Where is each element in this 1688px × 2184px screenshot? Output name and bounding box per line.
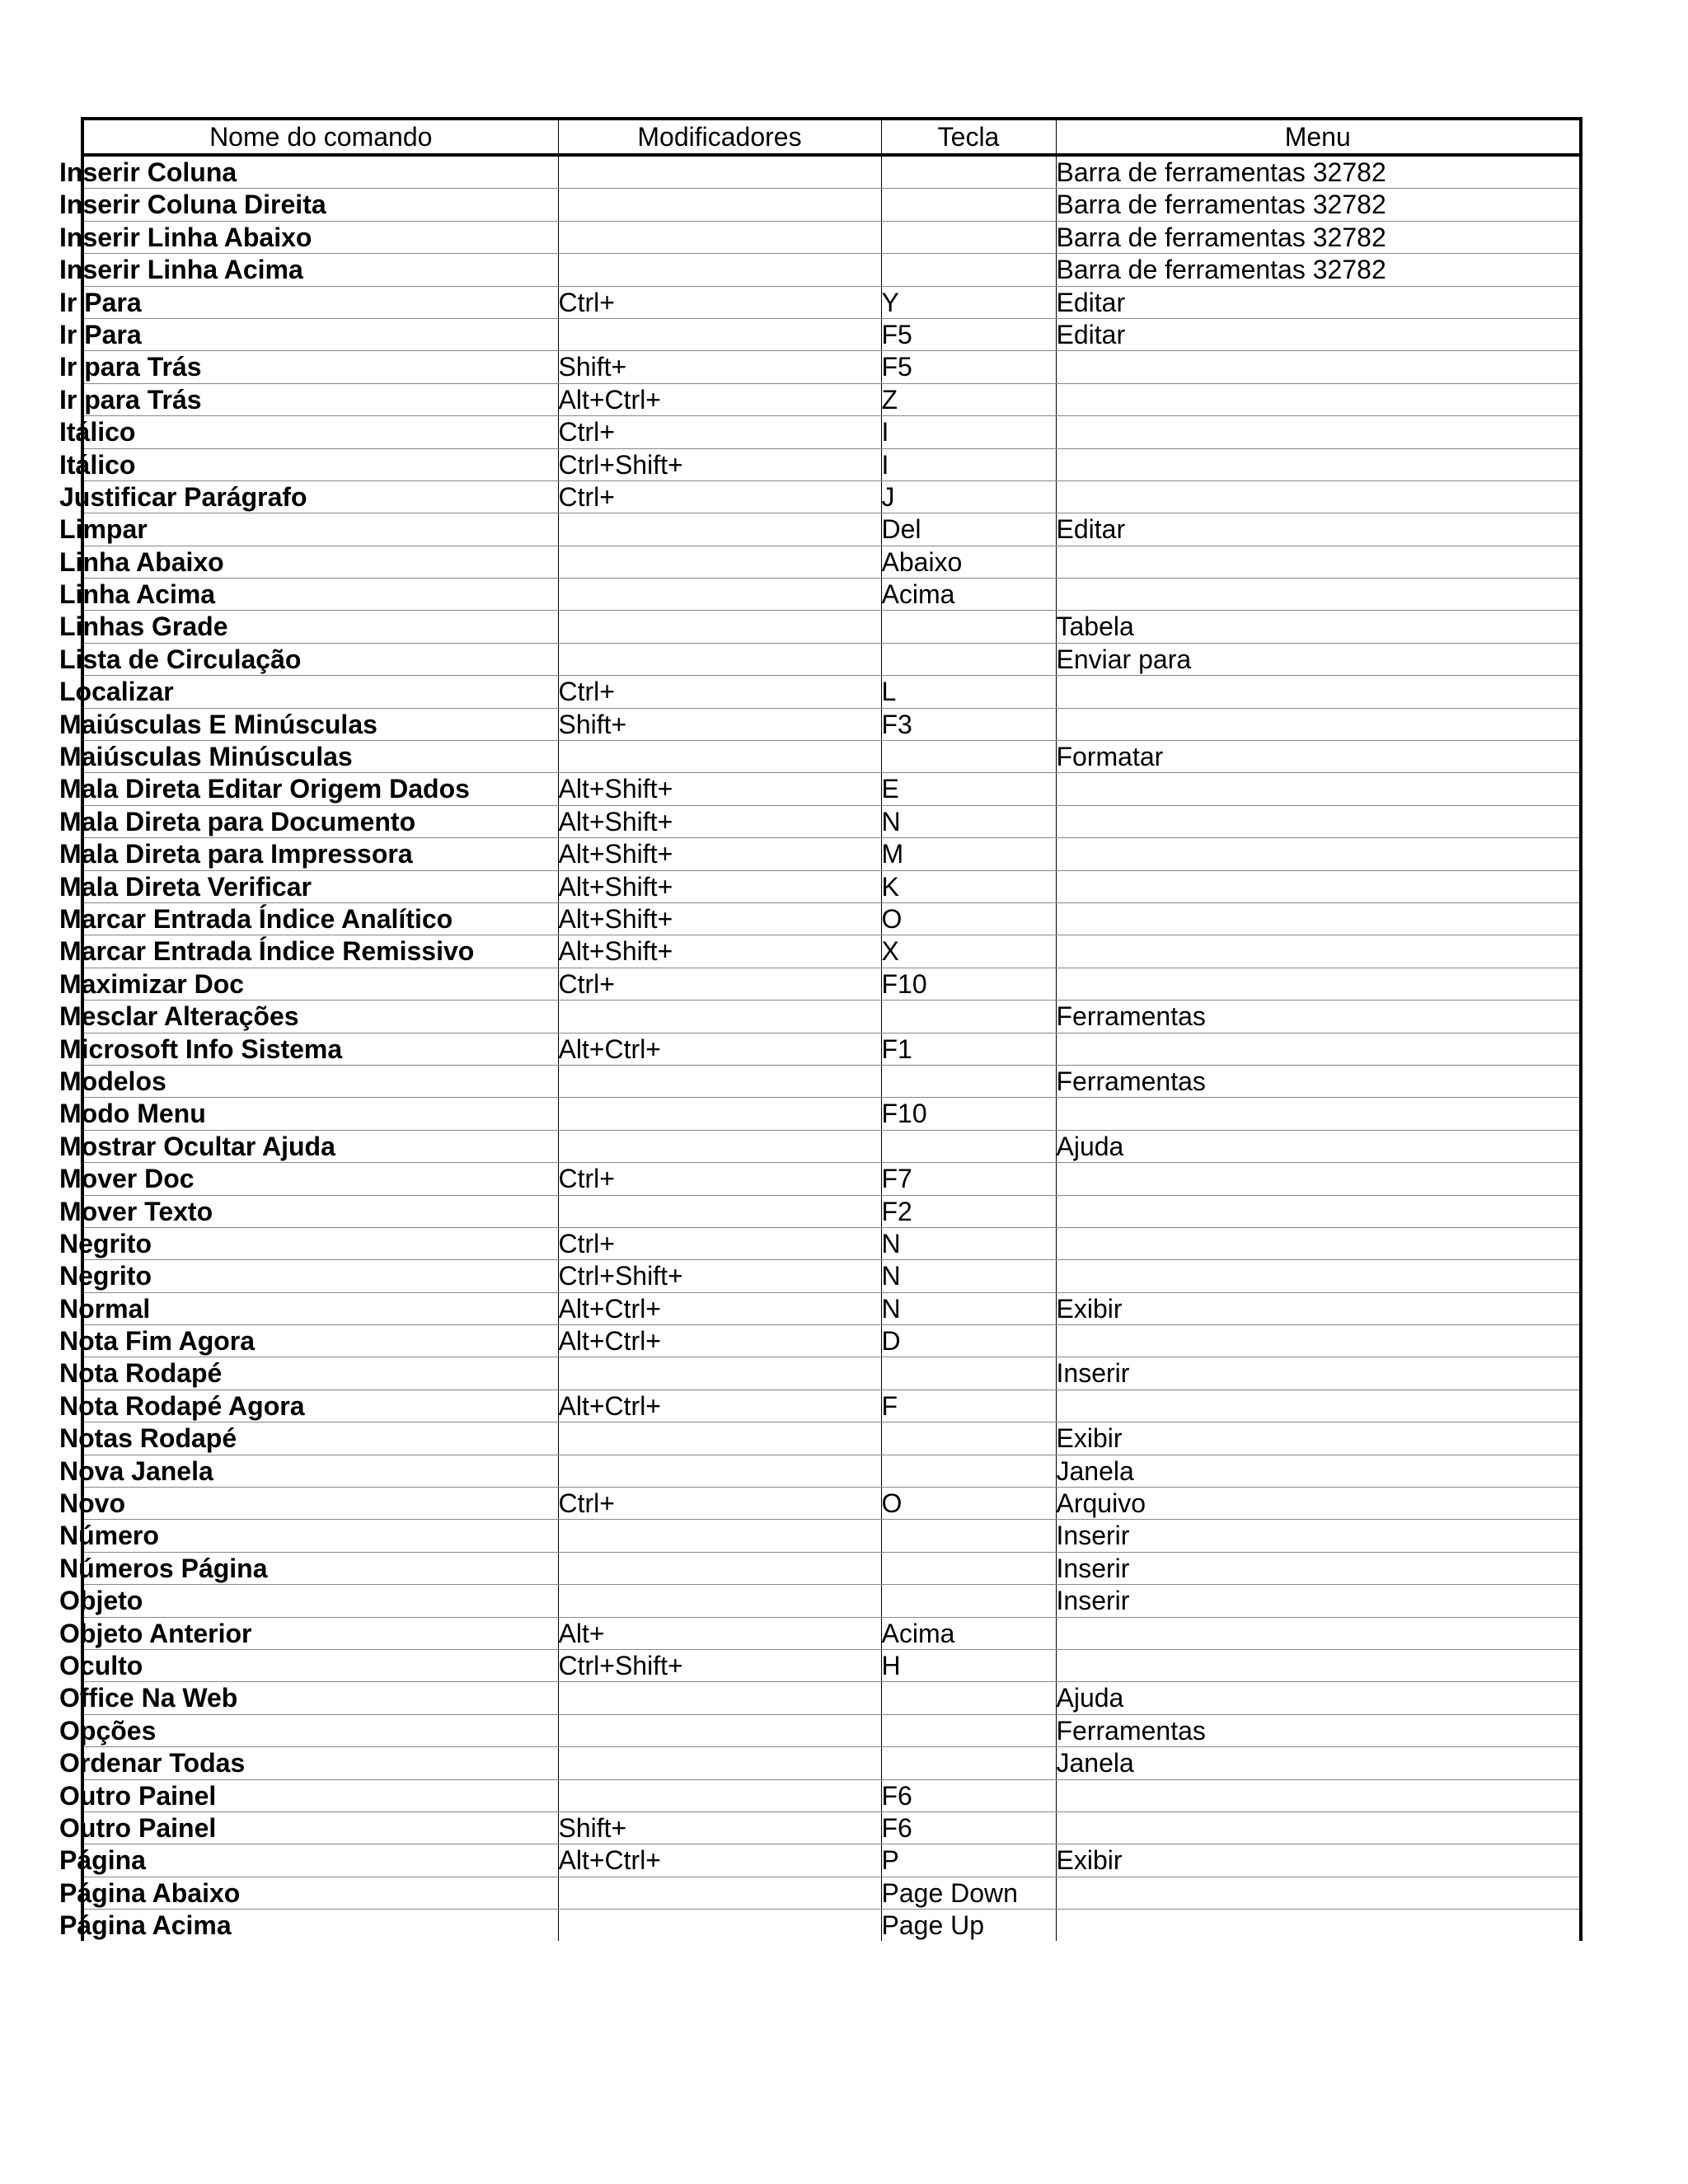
key-cell: Page Up xyxy=(881,1910,1056,1942)
command-name-cell: Página Abaixo xyxy=(82,1877,558,1909)
menu-cell xyxy=(1056,546,1581,578)
menu-cell: Janela xyxy=(1056,1747,1581,1779)
command-name-cell: Ir Para xyxy=(82,318,558,350)
key-cell: N xyxy=(881,805,1056,837)
table-row xyxy=(82,1325,1581,1357)
command-name-cell: Negrito xyxy=(82,1260,558,1292)
menu-cell: Tabela xyxy=(1056,611,1581,643)
menu-cell xyxy=(1056,870,1581,902)
table-row xyxy=(82,579,1581,611)
table-row xyxy=(82,968,1581,1000)
key-cell xyxy=(881,1001,1056,1033)
modifiers-cell: Shift+ xyxy=(558,351,881,383)
command-name-cell: Página xyxy=(82,1844,558,1877)
modifiers-cell: Alt+Shift+ xyxy=(558,838,881,870)
key-cell: O xyxy=(881,1488,1056,1520)
modifiers-cell xyxy=(558,1065,881,1097)
menu-cell xyxy=(1056,1649,1581,1681)
table-row xyxy=(82,1649,1581,1681)
table-row xyxy=(82,1227,1581,1259)
table-row xyxy=(82,1488,1581,1520)
table-row xyxy=(82,741,1581,773)
modifiers-cell: Shift+ xyxy=(558,1811,881,1844)
table-row xyxy=(82,902,1581,935)
modifiers-cell: Ctrl+ xyxy=(558,1163,881,1195)
table-row xyxy=(82,416,1581,448)
table-row xyxy=(82,1844,1581,1877)
modifiers-cell xyxy=(558,546,881,578)
key-cell: O xyxy=(881,902,1056,935)
key-cell xyxy=(881,1585,1056,1617)
table-row xyxy=(82,1552,1581,1584)
table-row xyxy=(82,1292,1581,1324)
menu-cell: Inserir xyxy=(1056,1357,1581,1390)
table-row xyxy=(82,1130,1581,1162)
modifiers-cell: Alt+Shift+ xyxy=(558,935,881,968)
table-row xyxy=(82,1357,1581,1390)
menu-cell xyxy=(1056,968,1581,1000)
table-row xyxy=(82,935,1581,968)
command-name-cell: Mala Direta Editar Origem Dados xyxy=(82,773,558,805)
command-name-cell: Ir para Trás xyxy=(82,351,558,383)
modifiers-cell: Ctrl+ xyxy=(558,1488,881,1520)
table-row xyxy=(82,189,1581,221)
key-cell: H xyxy=(881,1649,1056,1681)
command-name-cell: Nota Rodapé Agora xyxy=(82,1390,558,1422)
key-cell xyxy=(881,1357,1056,1390)
key-cell xyxy=(881,1422,1056,1455)
command-name-cell: Localizar xyxy=(82,676,558,708)
command-name-cell: Marcar Entrada Índice Analítico xyxy=(82,902,558,935)
command-name-cell: Maiúsculas E Minúsculas xyxy=(82,708,558,740)
key-cell: F7 xyxy=(881,1163,1056,1195)
menu-cell xyxy=(1056,708,1581,740)
modifiers-cell xyxy=(558,579,881,611)
modifiers-cell: Ctrl+ xyxy=(558,1227,881,1259)
command-name-cell: Novo xyxy=(82,1488,558,1520)
table-row xyxy=(82,480,1581,513)
table-row xyxy=(82,1520,1581,1552)
key-cell xyxy=(881,1682,1056,1714)
command-name-cell: Office Na Web xyxy=(82,1682,558,1714)
command-name-cell: Nota Rodapé xyxy=(82,1357,558,1390)
table-row xyxy=(82,1877,1581,1909)
key-cell xyxy=(881,741,1056,773)
modifiers-cell xyxy=(558,1001,881,1033)
menu-cell: Editar xyxy=(1056,286,1581,318)
modifiers-cell: Alt+Ctrl+ xyxy=(558,1292,881,1324)
key-cell: Acima xyxy=(881,1617,1056,1649)
menu-cell: Janela xyxy=(1056,1455,1581,1487)
key-cell: N xyxy=(881,1260,1056,1292)
modifiers-cell xyxy=(558,1910,881,1942)
menu-cell xyxy=(1056,1779,1581,1811)
table-row xyxy=(82,1455,1581,1487)
table-row xyxy=(82,155,1581,189)
header-key: Tecla xyxy=(881,119,1056,155)
command-name-cell: Lista de Circulação xyxy=(82,643,558,675)
modifiers-cell: Ctrl+ xyxy=(558,286,881,318)
menu-cell xyxy=(1056,1033,1581,1065)
modifiers-cell xyxy=(558,155,881,189)
menu-cell xyxy=(1056,383,1581,415)
modifiers-cell xyxy=(558,1585,881,1617)
table-row xyxy=(82,1163,1581,1195)
table-row xyxy=(82,1585,1581,1617)
header-modifiers: Modificadores xyxy=(558,119,881,155)
modifiers-cell: Alt+Shift+ xyxy=(558,902,881,935)
modifiers-cell xyxy=(558,1682,881,1714)
key-cell: F3 xyxy=(881,708,1056,740)
menu-cell: Editar xyxy=(1056,318,1581,350)
key-cell xyxy=(881,1714,1056,1746)
key-cell xyxy=(881,155,1056,189)
modifiers-cell xyxy=(558,1877,881,1909)
key-cell: F10 xyxy=(881,1098,1056,1130)
modifiers-cell: Ctrl+Shift+ xyxy=(558,1260,881,1292)
command-name-cell: Inserir Linha Abaixo xyxy=(82,221,558,253)
header-command-name: Nome do comando xyxy=(82,119,558,155)
command-name-cell: Modelos xyxy=(82,1065,558,1097)
modifiers-cell: Alt+ xyxy=(558,1617,881,1649)
modifiers-cell: Ctrl+ xyxy=(558,480,881,513)
modifiers-cell xyxy=(558,189,881,221)
modifiers-cell: Alt+Shift+ xyxy=(558,773,881,805)
table-row xyxy=(82,546,1581,578)
command-name-cell: Números Página xyxy=(82,1552,558,1584)
table-row xyxy=(82,1910,1581,1942)
modifiers-cell: Alt+Ctrl+ xyxy=(558,1390,881,1422)
modifiers-cell: Alt+Ctrl+ xyxy=(558,1033,881,1065)
modifiers-cell xyxy=(558,643,881,675)
command-name-cell: Outro Painel xyxy=(82,1779,558,1811)
modifiers-cell xyxy=(558,1714,881,1746)
key-cell: F6 xyxy=(881,1779,1056,1811)
command-name-cell: Modo Menu xyxy=(82,1098,558,1130)
command-name-cell: Itálico xyxy=(82,448,558,480)
modifiers-cell xyxy=(558,1357,881,1390)
command-name-cell: Mostrar Ocultar Ajuda xyxy=(82,1130,558,1162)
key-cell: Page Down xyxy=(881,1877,1056,1909)
menu-cell: Exibir xyxy=(1056,1844,1581,1877)
modifiers-cell xyxy=(558,611,881,643)
modifiers-cell: Alt+Shift+ xyxy=(558,870,881,902)
menu-cell xyxy=(1056,1163,1581,1195)
menu-cell xyxy=(1056,1227,1581,1259)
table-row xyxy=(82,773,1581,805)
modifiers-cell xyxy=(558,1422,881,1455)
modifiers-cell xyxy=(558,1520,881,1552)
table-row xyxy=(82,1390,1581,1422)
key-cell: I xyxy=(881,448,1056,480)
table-row xyxy=(82,1422,1581,1455)
modifiers-cell: Ctrl+ xyxy=(558,416,881,448)
command-name-cell: Notas Rodapé xyxy=(82,1422,558,1455)
key-cell: D xyxy=(881,1325,1056,1357)
command-name-cell: Página Acima xyxy=(59,1910,232,1941)
menu-cell: Ferramentas xyxy=(1056,1714,1581,1746)
key-cell: Abaixo xyxy=(881,546,1056,578)
menu-cell xyxy=(1056,351,1581,383)
command-name-cell: Mala Direta para Impressora xyxy=(82,838,558,870)
table-row xyxy=(82,611,1581,643)
table-row xyxy=(82,708,1581,740)
command-name-cell: Limpar xyxy=(82,513,558,546)
key-cell: F2 xyxy=(881,1195,1056,1227)
menu-cell: Ferramentas xyxy=(1056,1065,1581,1097)
key-cell xyxy=(881,189,1056,221)
key-cell xyxy=(881,221,1056,253)
command-name-cell: Normal xyxy=(82,1292,558,1324)
modifiers-cell: Shift+ xyxy=(558,708,881,740)
table-row xyxy=(82,1195,1581,1227)
key-cell: F1 xyxy=(881,1033,1056,1065)
menu-cell xyxy=(1056,1195,1581,1227)
modifiers-cell: Alt+Ctrl+ xyxy=(558,1325,881,1357)
table-row xyxy=(82,383,1581,415)
modifiers-cell: Ctrl+ xyxy=(558,676,881,708)
menu-cell xyxy=(1056,480,1581,513)
table-row xyxy=(82,221,1581,253)
modifiers-cell xyxy=(558,318,881,350)
key-cell: Y xyxy=(881,286,1056,318)
menu-cell: Exibir xyxy=(1056,1292,1581,1324)
menu-cell xyxy=(1056,1325,1581,1357)
command-name-cell: Nova Janela xyxy=(82,1455,558,1487)
command-name-cell: Microsoft Info Sistema xyxy=(82,1033,558,1065)
command-name-cell: Ir Para xyxy=(82,286,558,318)
modifiers-cell: Ctrl+Shift+ xyxy=(558,448,881,480)
menu-cell xyxy=(1056,1910,1581,1942)
key-cell: I xyxy=(881,416,1056,448)
table-row xyxy=(82,1098,1581,1130)
key-cell xyxy=(881,1552,1056,1584)
menu-cell: Barra de ferramentas 32782 xyxy=(1056,155,1581,189)
table-row xyxy=(82,351,1581,383)
table-row xyxy=(82,1033,1581,1065)
modifiers-cell xyxy=(558,1552,881,1584)
command-name-cell: Inserir Linha Acima xyxy=(82,254,558,286)
table-row xyxy=(82,676,1581,708)
key-cell: X xyxy=(881,935,1056,968)
key-cell: F5 xyxy=(881,351,1056,383)
modifiers-cell: Ctrl+ xyxy=(558,968,881,1000)
command-name-cell: Inserir Coluna Direita xyxy=(82,189,558,221)
command-name-cell: Linhas Grade xyxy=(82,611,558,643)
modifiers-cell xyxy=(558,1455,881,1487)
key-cell xyxy=(881,254,1056,286)
table-row xyxy=(82,838,1581,870)
modifiers-cell xyxy=(558,741,881,773)
key-cell xyxy=(881,643,1056,675)
modifiers-cell xyxy=(558,1098,881,1130)
table-row xyxy=(82,513,1581,546)
table-row xyxy=(82,870,1581,902)
command-name-cell: Oculto xyxy=(82,1649,558,1681)
key-cell xyxy=(881,611,1056,643)
modifiers-cell xyxy=(558,254,881,286)
table-row xyxy=(82,286,1581,318)
menu-cell xyxy=(1056,448,1581,480)
key-cell: F10 xyxy=(881,968,1056,1000)
key-cell: M xyxy=(881,838,1056,870)
key-cell xyxy=(881,1455,1056,1487)
table-row xyxy=(82,1779,1581,1811)
command-name-cell: Mesclar Alterações xyxy=(82,1001,558,1033)
menu-cell: Barra de ferramentas 32782 xyxy=(1056,254,1581,286)
table-row xyxy=(82,1682,1581,1714)
command-name-cell: Mover Doc xyxy=(82,1163,558,1195)
table-row xyxy=(82,1617,1581,1649)
menu-cell xyxy=(1056,935,1581,968)
key-cell: Z xyxy=(881,383,1056,415)
modifiers-cell: Alt+Ctrl+ xyxy=(558,1844,881,1877)
table-row xyxy=(82,1811,1581,1844)
command-name-cell: Itálico xyxy=(82,416,558,448)
menu-cell: Ajuda xyxy=(1056,1682,1581,1714)
table-row xyxy=(82,254,1581,286)
menu-cell xyxy=(1056,676,1581,708)
table-row xyxy=(82,1065,1581,1097)
menu-cell: Formatar xyxy=(1056,741,1581,773)
menu-cell xyxy=(1056,773,1581,805)
key-cell xyxy=(881,1065,1056,1097)
command-name-cell: Ordenar Todas xyxy=(82,1747,558,1779)
table-body xyxy=(59,155,1581,1941)
menu-cell: Enviar para xyxy=(1056,643,1581,675)
table-row xyxy=(82,643,1581,675)
header-menu: Menu xyxy=(1056,119,1581,155)
modifiers-cell: Ctrl+Shift+ xyxy=(558,1649,881,1681)
command-name-cell: Ir para Trás xyxy=(82,383,558,415)
command-name-cell: Mover Texto xyxy=(82,1195,558,1227)
modifiers-cell xyxy=(558,221,881,253)
menu-cell xyxy=(1056,1877,1581,1909)
modifiers-cell xyxy=(558,1747,881,1779)
command-name-cell: Mala Direta Verificar xyxy=(82,870,558,902)
key-cell: N xyxy=(881,1292,1056,1324)
command-name-cell: Maximizar Doc xyxy=(82,968,558,1000)
modifiers-cell xyxy=(558,513,881,546)
key-cell: P xyxy=(881,1844,1056,1877)
modifiers-cell xyxy=(558,1779,881,1811)
command-name-cell: Nota Fim Agora xyxy=(82,1325,558,1357)
shortcuts-table xyxy=(59,117,1582,1941)
key-cell xyxy=(881,1520,1056,1552)
key-cell: J xyxy=(881,480,1056,513)
command-name-cell: Linha Abaixo xyxy=(82,546,558,578)
table-header-row xyxy=(82,119,1581,155)
menu-cell: Inserir xyxy=(1056,1520,1581,1552)
table-row xyxy=(82,1001,1581,1033)
menu-cell xyxy=(1056,1098,1581,1130)
menu-cell xyxy=(1056,1260,1581,1292)
key-cell xyxy=(881,1747,1056,1779)
table-row xyxy=(82,805,1581,837)
table-row xyxy=(82,1260,1581,1292)
menu-cell xyxy=(1056,579,1581,611)
table-row xyxy=(82,318,1581,350)
key-cell: F5 xyxy=(881,318,1056,350)
menu-cell: Barra de ferramentas 32782 xyxy=(1056,221,1581,253)
modifiers-cell xyxy=(558,1130,881,1162)
menu-cell: Ajuda xyxy=(1056,1130,1581,1162)
key-cell: L xyxy=(881,676,1056,708)
key-cell xyxy=(881,1130,1056,1162)
table-row xyxy=(82,1747,1581,1779)
menu-cell: Editar xyxy=(1056,513,1581,546)
modifiers-cell xyxy=(558,1195,881,1227)
key-cell: K xyxy=(881,870,1056,902)
command-name-cell: Objeto xyxy=(82,1585,558,1617)
command-name-cell: Justificar Parágrafo xyxy=(82,480,558,513)
command-name-cell: Objeto Anterior xyxy=(82,1617,558,1649)
command-name-cell: Maiúsculas Minúsculas xyxy=(82,741,558,773)
key-cell: Acima xyxy=(881,579,1056,611)
key-cell: F6 xyxy=(881,1811,1056,1844)
menu-cell xyxy=(1056,902,1581,935)
command-name-cell: Marcar Entrada Índice Remissivo xyxy=(82,935,558,968)
menu-cell xyxy=(1056,805,1581,837)
table-row xyxy=(82,1714,1581,1746)
menu-cell xyxy=(1056,1811,1581,1844)
modifiers-cell: Alt+Shift+ xyxy=(558,805,881,837)
key-cell: F xyxy=(881,1390,1056,1422)
menu-cell xyxy=(1056,838,1581,870)
menu-cell: Barra de ferramentas 32782 xyxy=(1056,189,1581,221)
command-name-cell: Opções xyxy=(82,1714,558,1746)
key-cell: E xyxy=(881,773,1056,805)
command-name-cell: Inserir Coluna xyxy=(82,155,558,189)
command-name-cell: Mala Direta para Documento xyxy=(82,805,558,837)
menu-cell: Ferramentas xyxy=(1056,1001,1581,1033)
menu-cell: Inserir xyxy=(1056,1552,1581,1584)
key-cell: N xyxy=(881,1227,1056,1259)
table-row xyxy=(82,448,1581,480)
key-cell: Del xyxy=(881,513,1056,546)
command-name-cell: Linha Acima xyxy=(82,579,558,611)
command-name-cell: Outro Painel xyxy=(82,1811,558,1844)
modifiers-cell: Alt+Ctrl+ xyxy=(558,383,881,415)
command-name-cell: Número xyxy=(82,1520,558,1552)
command-name-cell: Negrito xyxy=(82,1227,558,1259)
menu-cell: Exibir xyxy=(1056,1422,1581,1455)
menu-cell: Arquivo xyxy=(1056,1488,1581,1520)
menu-cell xyxy=(1056,1390,1581,1422)
menu-cell xyxy=(1056,416,1581,448)
menu-cell: Inserir xyxy=(1056,1585,1581,1617)
menu-cell xyxy=(1056,1617,1581,1649)
